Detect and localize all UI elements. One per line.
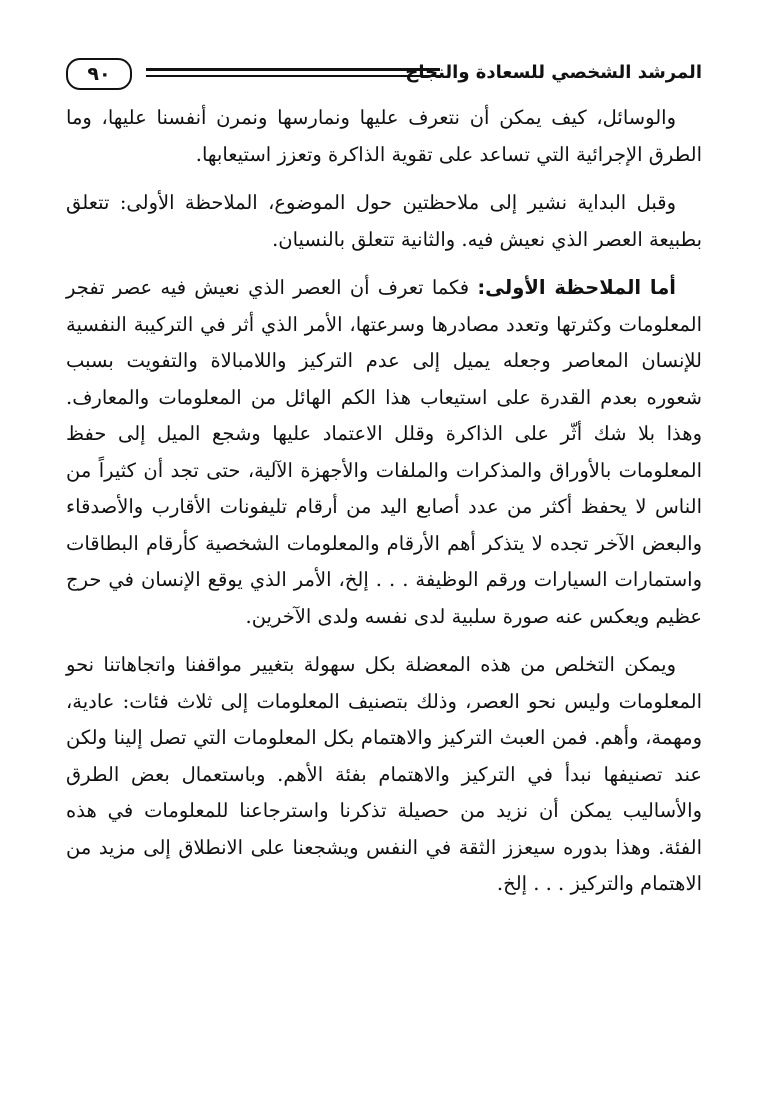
page-number: ٩٠: [66, 58, 132, 90]
book-title: المرشد الشخصي للسعادة والنجاح: [405, 62, 702, 83]
paragraph-solution: [66, 647, 702, 903]
paragraph-intro: [66, 100, 702, 173]
running-header: [66, 50, 702, 96]
paragraph-lead: أما الملاحظة الأولى:: [477, 276, 676, 299]
paragraph-first-note: [66, 270, 702, 635]
paragraph-text: فكما تعرف أن العصر الذي نعيش فيه عصر تفجر المعلومات وكثرتها وتعدد مصادرها وسرعتها، الأمر الذي أثر في التركيبة النفسية للإنسان المعاصر وجعله يميل إلى عدم التركيز واللامبالاة والتفويت بسبب شعوره بعدم القدرة على استيعاب هذا الكم الهائل من المعلومات والمعارف. وهذا بلا شك أثّر على الذاكرة وقلل الاعتماد عليها وشجع الميل إلى حفظ المعلومات بالأوراق والمذكرات والملفات والأجهزة الآلية، حتى تجد أن كثيراً من الناس لا يحفظ أكثر من عدد أصابع اليد من أرقام تليفونات الأقارب والأصدقاء والبعض الآخر تجده لا يتذكر أهم الأرقام والمعلومات الشخصية كأرقام البطاقات واستمارات السيارات ورقم الوظيفة . . . إلخ، الأمر الذي يوقع الإنسان في حرج عظيم ويعكس عنه صورة سلبية لدى نفسه ولدى الآخرين.: [66, 276, 702, 628]
body-text: [66, 100, 702, 903]
paragraph-two-notes: [66, 185, 702, 258]
paragraph-text: وقبل البداية نشير إلى ملاحظتين حول الموضوع، الملاحظة الأولى: تتعلق بطبيعة العصر الذي نعيش فيه. والثانية تتعلق بالنسيان.: [66, 191, 702, 251]
header-rule: [146, 68, 440, 77]
paragraph-text: والوسائل، كيف يمكن أن نتعرف عليها ونمارسها ونمرن أنفسنا عليها، وما الطرق الإجرائية التي تساعد على تقوية الذاكرة وتعزز استيعابها.: [66, 106, 702, 166]
paragraph-text: ويمكن التخلص من هذه المعضلة بكل سهولة بتغيير مواقفنا واتجاهاتنا نحو المعلومات وليس نحو العصر، وذلك بتصنيف المعلومات إلى ثلاث فئات: عادية، ومهمة، وأهم. فمن العبث التركيز والاهتمام بكل المعلومات التي تصل إلينا ولكن عند تصنيفها نبدأ في التركيز والاهتمام بفئة الأهم. وباستعمال بعض الطرق والأساليب يمكن أن نزيد من حصيلة تذكرنا واسترجاعنا للمعلومات في هذه الفئة. وهذا بدوره سيعزز الثقة في النفس ويشجعنا على الانطلاق إلى مزيد من الاهتمام والتركيز . . . إلخ.: [66, 653, 702, 895]
